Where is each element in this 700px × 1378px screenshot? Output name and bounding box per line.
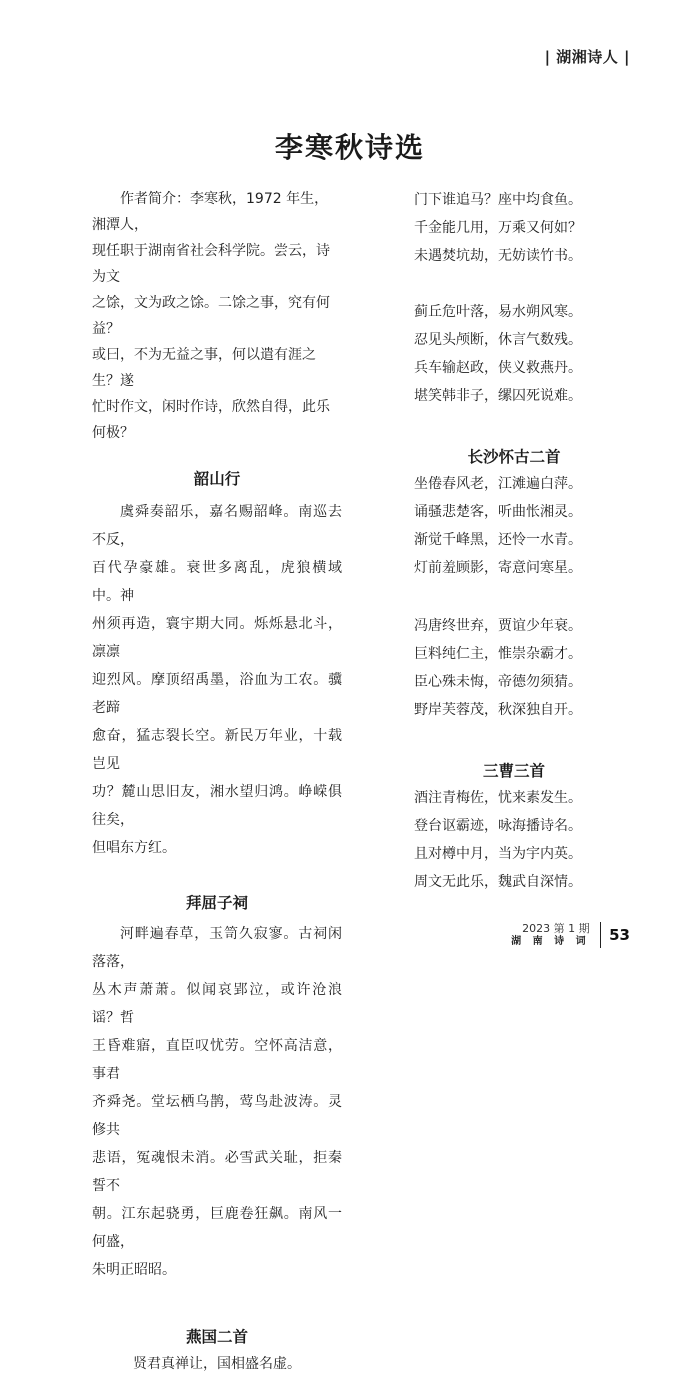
poem-line: 愈奋，猛志裂长空。新民万年业，十载岂见 xyxy=(92,728,342,772)
poem-title-changsha: 长沙怀古二首 xyxy=(467,448,561,466)
page-footer xyxy=(511,921,630,949)
author-intro xyxy=(92,186,342,446)
page-title: 李寒秋诗选 xyxy=(274,131,425,164)
poem-line: 虞舜奏韶乐，嘉名赐韶峰。南巡去不反， xyxy=(92,504,342,548)
poem-line: 酒注青梅佐，忧来素发生。 xyxy=(414,790,582,806)
poem-line: 诵骚悲楚客，听曲怅湘灵。 xyxy=(414,504,582,520)
intro-line: 现任职于湖南省社会科学院。尝云，诗为文 xyxy=(92,243,330,285)
poem-line: 登台讴霸迹，咏海播诗名。 xyxy=(414,818,582,834)
poem-line: 千金能几用，万乘又何如？ xyxy=(414,220,582,236)
poem-title-quzi: 拜屈子祠 xyxy=(185,894,248,912)
poem-line: 功？麓山思旧友，湘水望归鸿。峥嵘俱往矣， xyxy=(92,784,342,828)
poem-changsha-stanza2 xyxy=(414,612,614,724)
poem-line: 州须再造，寰宇期大同。烁烁悬北斗，凛凛 xyxy=(92,616,342,660)
poem-line: 贤君真禅让，国相盛名虚。 xyxy=(133,1356,301,1372)
poem-line: 臣心殊未悔，帝德勿须猜。 xyxy=(414,674,582,690)
poem-yanguo-cont xyxy=(414,186,614,270)
poem-line: 丛木声萧萧。似闻哀郢泣，或许沧浪谣？哲 xyxy=(92,982,342,1026)
poem-title-shaoshan: 韶山行 xyxy=(193,470,241,488)
poem-line: 周文无此乐，魏武自深情。 xyxy=(414,874,582,890)
intro-line: 之馀，文为政之馀。二馀之事，究有何益？ xyxy=(92,295,330,337)
poem-line: 堪笑韩非子，缧囚死说难。 xyxy=(414,388,582,404)
intro-line: 作者简介：李寒秋，1972 年生，湘潭人， xyxy=(92,191,329,233)
intro-line: 忙时作文，闲时作诗，欣然自得，此乐何极？ xyxy=(92,399,330,441)
poem-line: 迎烈风。摩顶绍禹墨，浴血为工农。骥老蹄 xyxy=(92,672,342,716)
poem-line: 但唱东方红。 xyxy=(92,840,176,856)
footer-meta xyxy=(511,922,589,948)
magazine-name: 湖 南 诗 词 xyxy=(511,936,590,947)
poem-line: 兵车输赵政，侠义救燕丹。 xyxy=(414,360,582,376)
right-column xyxy=(414,186,614,896)
poem-line: 未遇焚坑劫，无妨读竹书。 xyxy=(414,248,582,264)
poem-yanguo-stanza2 xyxy=(414,298,614,410)
poem-line: 朝。江东起骁勇，巨鹿卷狂飙。南风一何盛， xyxy=(92,1206,342,1250)
section-header: | 湖湘诗人 | xyxy=(544,48,630,66)
poem-line: 王昏难寤，直臣叹忧劳。空怀高洁意，事君 xyxy=(92,1038,342,1082)
poem-title-sancao: 三曹三首 xyxy=(482,762,545,780)
poem-line: 悲语，冤魂恨未消。必雪武关耻，拒秦誓不 xyxy=(92,1150,342,1194)
poem-title-yanguo: 燕国二首 xyxy=(185,1328,248,1346)
poem-yanguo-start xyxy=(92,1350,342,1378)
poem-line: 朱明正昭昭。 xyxy=(92,1262,176,1278)
poem-line: 且对樽中月，当为宇内英。 xyxy=(414,846,582,862)
poem-quzi xyxy=(92,920,342,1284)
poem-line: 灯前羞顾影，寄意问寒星。 xyxy=(414,560,582,576)
poem-line: 百代孕豪雄。衰世多离乱，虎狼横域中。神 xyxy=(92,560,342,604)
left-column xyxy=(92,186,342,1378)
poem-line: 巨料纯仁主，惟崇杂霸才。 xyxy=(414,646,582,662)
poem-shaoshan xyxy=(92,498,342,862)
poem-line: 坐倦春风老，江滩遍白萍。 xyxy=(414,476,582,492)
poem-line: 忍见头颅断，休言气数残。 xyxy=(414,332,582,348)
poem-line: 门下谁追马？座中均食鱼。 xyxy=(414,192,582,208)
poem-line: 齐舜尧。堂坛栖乌鹊，莺鸟赴波涛。灵修共 xyxy=(92,1094,342,1138)
poem-changsha-stanza1 xyxy=(414,470,614,582)
poem-line: 冯唐终世弃，贾谊少年衰。 xyxy=(414,618,582,634)
intro-line: 或曰，不为无益之事，何以遣有涯之生？遂 xyxy=(92,347,316,389)
poem-line: 河畔遍春草，玉笥久寂寥。古祠闲落落， xyxy=(92,926,342,970)
footer-divider xyxy=(600,922,602,948)
poem-line: 蓟丘危叶落，易水朔风寒。 xyxy=(414,304,582,320)
poem-sancao xyxy=(414,784,614,896)
poem-line: 渐觉千峰黑，还怜一水青。 xyxy=(414,532,582,548)
page-number: 53 xyxy=(609,926,630,944)
issue-label: 2023 第 1 期 xyxy=(522,922,590,935)
poem-line: 野岸芙蓉茂，秋深独自开。 xyxy=(414,702,582,718)
